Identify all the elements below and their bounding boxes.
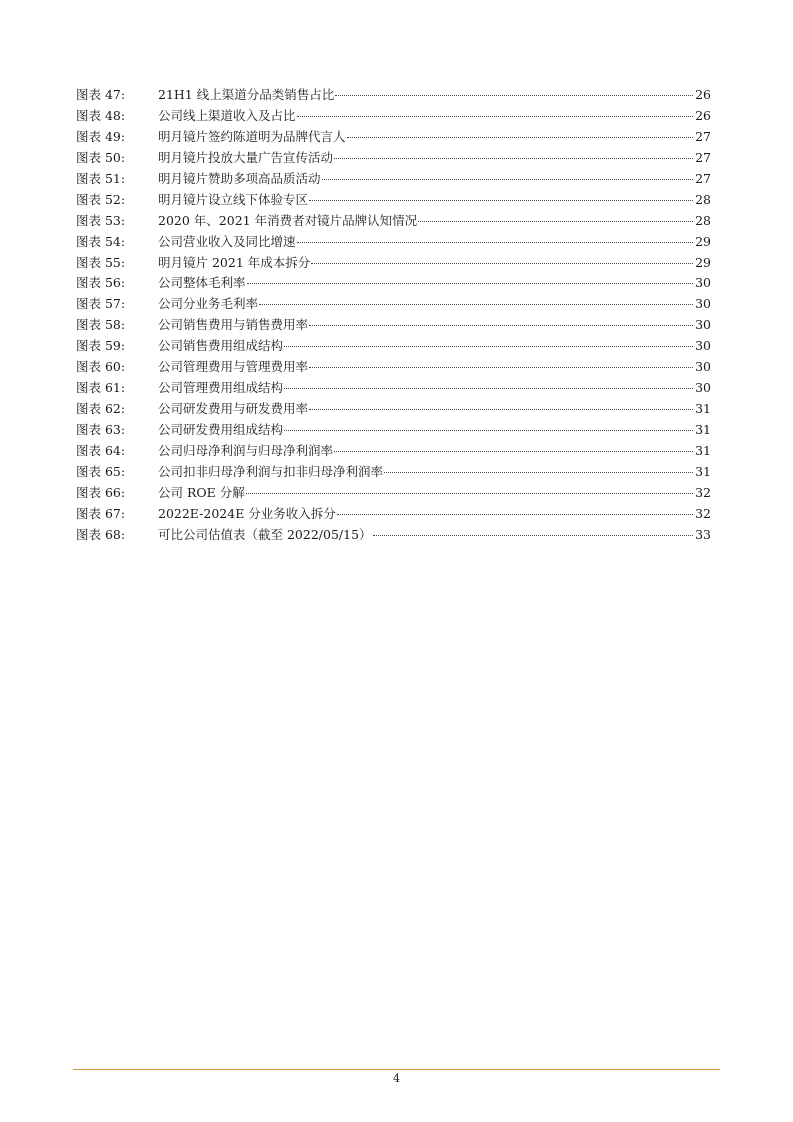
page-ref[interactable]: 27 — [695, 170, 711, 186]
dot-leader — [246, 492, 693, 494]
page-ref[interactable]: 27 — [695, 128, 711, 144]
dot-leader — [284, 345, 693, 347]
figure-label: 图表 50: — [76, 149, 126, 165]
dot-leader — [322, 178, 693, 180]
table-of-figures — [76, 85, 711, 546]
figure-label: 图表 68: — [76, 526, 126, 542]
dot-leader — [259, 303, 693, 305]
toc-entry-61[interactable] — [76, 378, 711, 399]
page-ref[interactable]: 30 — [695, 296, 711, 312]
page-ref[interactable]: 30 — [695, 338, 711, 354]
toc-entry-65[interactable] — [76, 462, 711, 483]
figure-title[interactable]: 公司销售费用与销售费用率 — [158, 317, 309, 333]
page-ref[interactable]: 30 — [695, 317, 711, 333]
toc-entry-64[interactable] — [76, 441, 711, 462]
figure-label: 图表 65: — [76, 463, 126, 479]
page-ref[interactable]: 31 — [695, 401, 711, 417]
page-ref[interactable]: 31 — [695, 442, 711, 458]
page-ref[interactable]: 32 — [695, 484, 711, 500]
toc-entry-48[interactable] — [76, 106, 711, 127]
dot-leader — [334, 450, 693, 452]
page-ref[interactable]: 31 — [695, 422, 711, 437]
dot-leader — [247, 282, 693, 284]
figure-title[interactable]: 明月镜片签约陈道明为品牌代言人 — [158, 128, 346, 144]
page-ref[interactable]: 28 — [695, 191, 711, 207]
figure-label: 图表 63: — [76, 422, 126, 437]
toc-entry-54[interactable] — [76, 232, 711, 253]
figure-title[interactable]: 公司归母净利润与归母净利润率 — [158, 442, 334, 458]
toc-entry-59[interactable] — [76, 336, 711, 357]
page-ref[interactable]: 29 — [695, 233, 711, 249]
figure-label: 图表 67: — [76, 505, 126, 521]
page-ref[interactable]: 30 — [695, 359, 711, 375]
page-ref[interactable]: 26 — [695, 87, 711, 102]
dot-leader — [384, 471, 693, 473]
figure-title[interactable]: 公司营业收入及同比增速 — [158, 233, 296, 249]
figure-title[interactable]: 明月镜片投放大量广告宣传活动 — [158, 149, 334, 165]
page-ref[interactable]: 29 — [695, 254, 711, 270]
figure-label: 图表 61: — [76, 380, 126, 396]
toc-entry-68[interactable] — [76, 525, 711, 546]
figure-label: 图表 57: — [76, 296, 126, 312]
page-ref[interactable]: 30 — [695, 275, 711, 291]
toc-entry-58[interactable] — [76, 315, 711, 336]
figure-label: 图表 54: — [76, 233, 126, 249]
figure-title[interactable]: 公司销售费用组成结构 — [158, 338, 284, 354]
figure-label: 图表 64: — [76, 442, 126, 458]
dot-leader — [309, 324, 693, 326]
figure-label: 图表 48: — [76, 107, 126, 123]
page-ref[interactable]: 30 — [695, 380, 711, 396]
toc-entry-63[interactable] — [76, 420, 711, 441]
footer-divider — [73, 1069, 720, 1070]
toc-entry-51[interactable] — [76, 169, 711, 190]
dot-leader — [337, 513, 693, 515]
dot-leader — [284, 429, 693, 431]
toc-entry-53[interactable] — [76, 211, 711, 232]
figure-label: 图表 62: — [76, 401, 126, 417]
dot-leader — [284, 387, 693, 389]
figure-title[interactable]: 公司线上渠道收入及占比 — [158, 107, 296, 123]
toc-entry-52[interactable] — [76, 190, 711, 211]
figure-label: 图表 51: — [76, 170, 126, 186]
figure-title[interactable]: 公司整体毛利率 — [158, 275, 246, 291]
dot-leader — [347, 136, 693, 138]
figure-title[interactable]: 明月镜片 2021 年成本拆分 — [158, 254, 311, 270]
dot-leader — [309, 366, 693, 368]
page-ref[interactable]: 26 — [695, 107, 711, 123]
toc-entry-66[interactable] — [76, 483, 711, 504]
figure-title[interactable]: 公司管理费用与管理费用率 — [158, 359, 309, 375]
dot-leader — [373, 534, 693, 536]
figure-title[interactable]: 21H1 线上渠道分品类销售占比 — [158, 87, 335, 102]
page-ref[interactable]: 31 — [695, 463, 711, 479]
toc-entry-55[interactable] — [76, 253, 711, 274]
page-ref[interactable]: 28 — [695, 212, 711, 228]
dot-leader — [334, 157, 693, 159]
figure-label: 图表 47: — [76, 87, 126, 102]
dot-leader — [297, 115, 693, 117]
figure-label: 图表 49: — [76, 128, 126, 144]
figure-title[interactable]: 公司 ROE 分解 — [158, 484, 245, 500]
figure-label: 图表 56: — [76, 275, 126, 291]
toc-entry-57[interactable] — [76, 294, 711, 315]
toc-entry-60[interactable] — [76, 357, 711, 378]
figure-title[interactable]: 可比公司估值表（截至 2022/05/15） — [158, 526, 372, 542]
figure-label: 图表 60: — [76, 359, 126, 375]
figure-title[interactable]: 公司扣非归母净利润与扣非归母净利润率 — [158, 463, 384, 479]
figure-title[interactable]: 2022E-2024E 分业务收入拆分 — [158, 505, 336, 521]
figure-label: 图表 66: — [76, 484, 126, 500]
figure-title[interactable]: 公司管理费用组成结构 — [158, 380, 284, 396]
toc-entry-62[interactable] — [76, 399, 711, 420]
figure-label: 图表 58: — [76, 317, 126, 333]
figure-label: 图表 55: — [76, 254, 126, 270]
dot-leader — [418, 220, 693, 222]
dot-leader — [297, 241, 693, 243]
figure-title[interactable]: 明月镜片赞助多项高品质活动 — [158, 170, 321, 186]
page-number: 4 — [393, 1072, 400, 1085]
dot-leader — [335, 94, 693, 96]
figure-title[interactable]: 2020 年、2021 年消费者对镜片品牌认知情况 — [158, 212, 418, 228]
toc-entry-56[interactable] — [76, 273, 711, 294]
figure-title[interactable]: 明月镜片设立线下体验专区 — [158, 191, 309, 207]
figure-label: 图表 59: — [76, 338, 126, 354]
figure-label: 图表 52: — [76, 191, 126, 207]
figure-title[interactable]: 公司分业务毛利率 — [158, 296, 259, 312]
toc-entry-49[interactable] — [76, 127, 711, 148]
figure-title[interactable]: 公司研发费用组成结构 — [158, 422, 284, 437]
dot-leader — [309, 408, 693, 410]
dot-leader — [311, 262, 693, 264]
toc-entry-50[interactable] — [76, 148, 711, 169]
figure-title[interactable]: 公司研发费用与研发费用率 — [158, 401, 309, 417]
dot-leader — [309, 199, 693, 201]
toc-entry-47[interactable] — [76, 85, 711, 106]
page-ref[interactable]: 33 — [695, 526, 711, 542]
toc-entry-67[interactable] — [76, 504, 711, 525]
page-ref[interactable]: 32 — [695, 505, 711, 521]
figure-label: 图表 53: — [76, 212, 126, 228]
page-ref[interactable]: 27 — [695, 149, 711, 165]
